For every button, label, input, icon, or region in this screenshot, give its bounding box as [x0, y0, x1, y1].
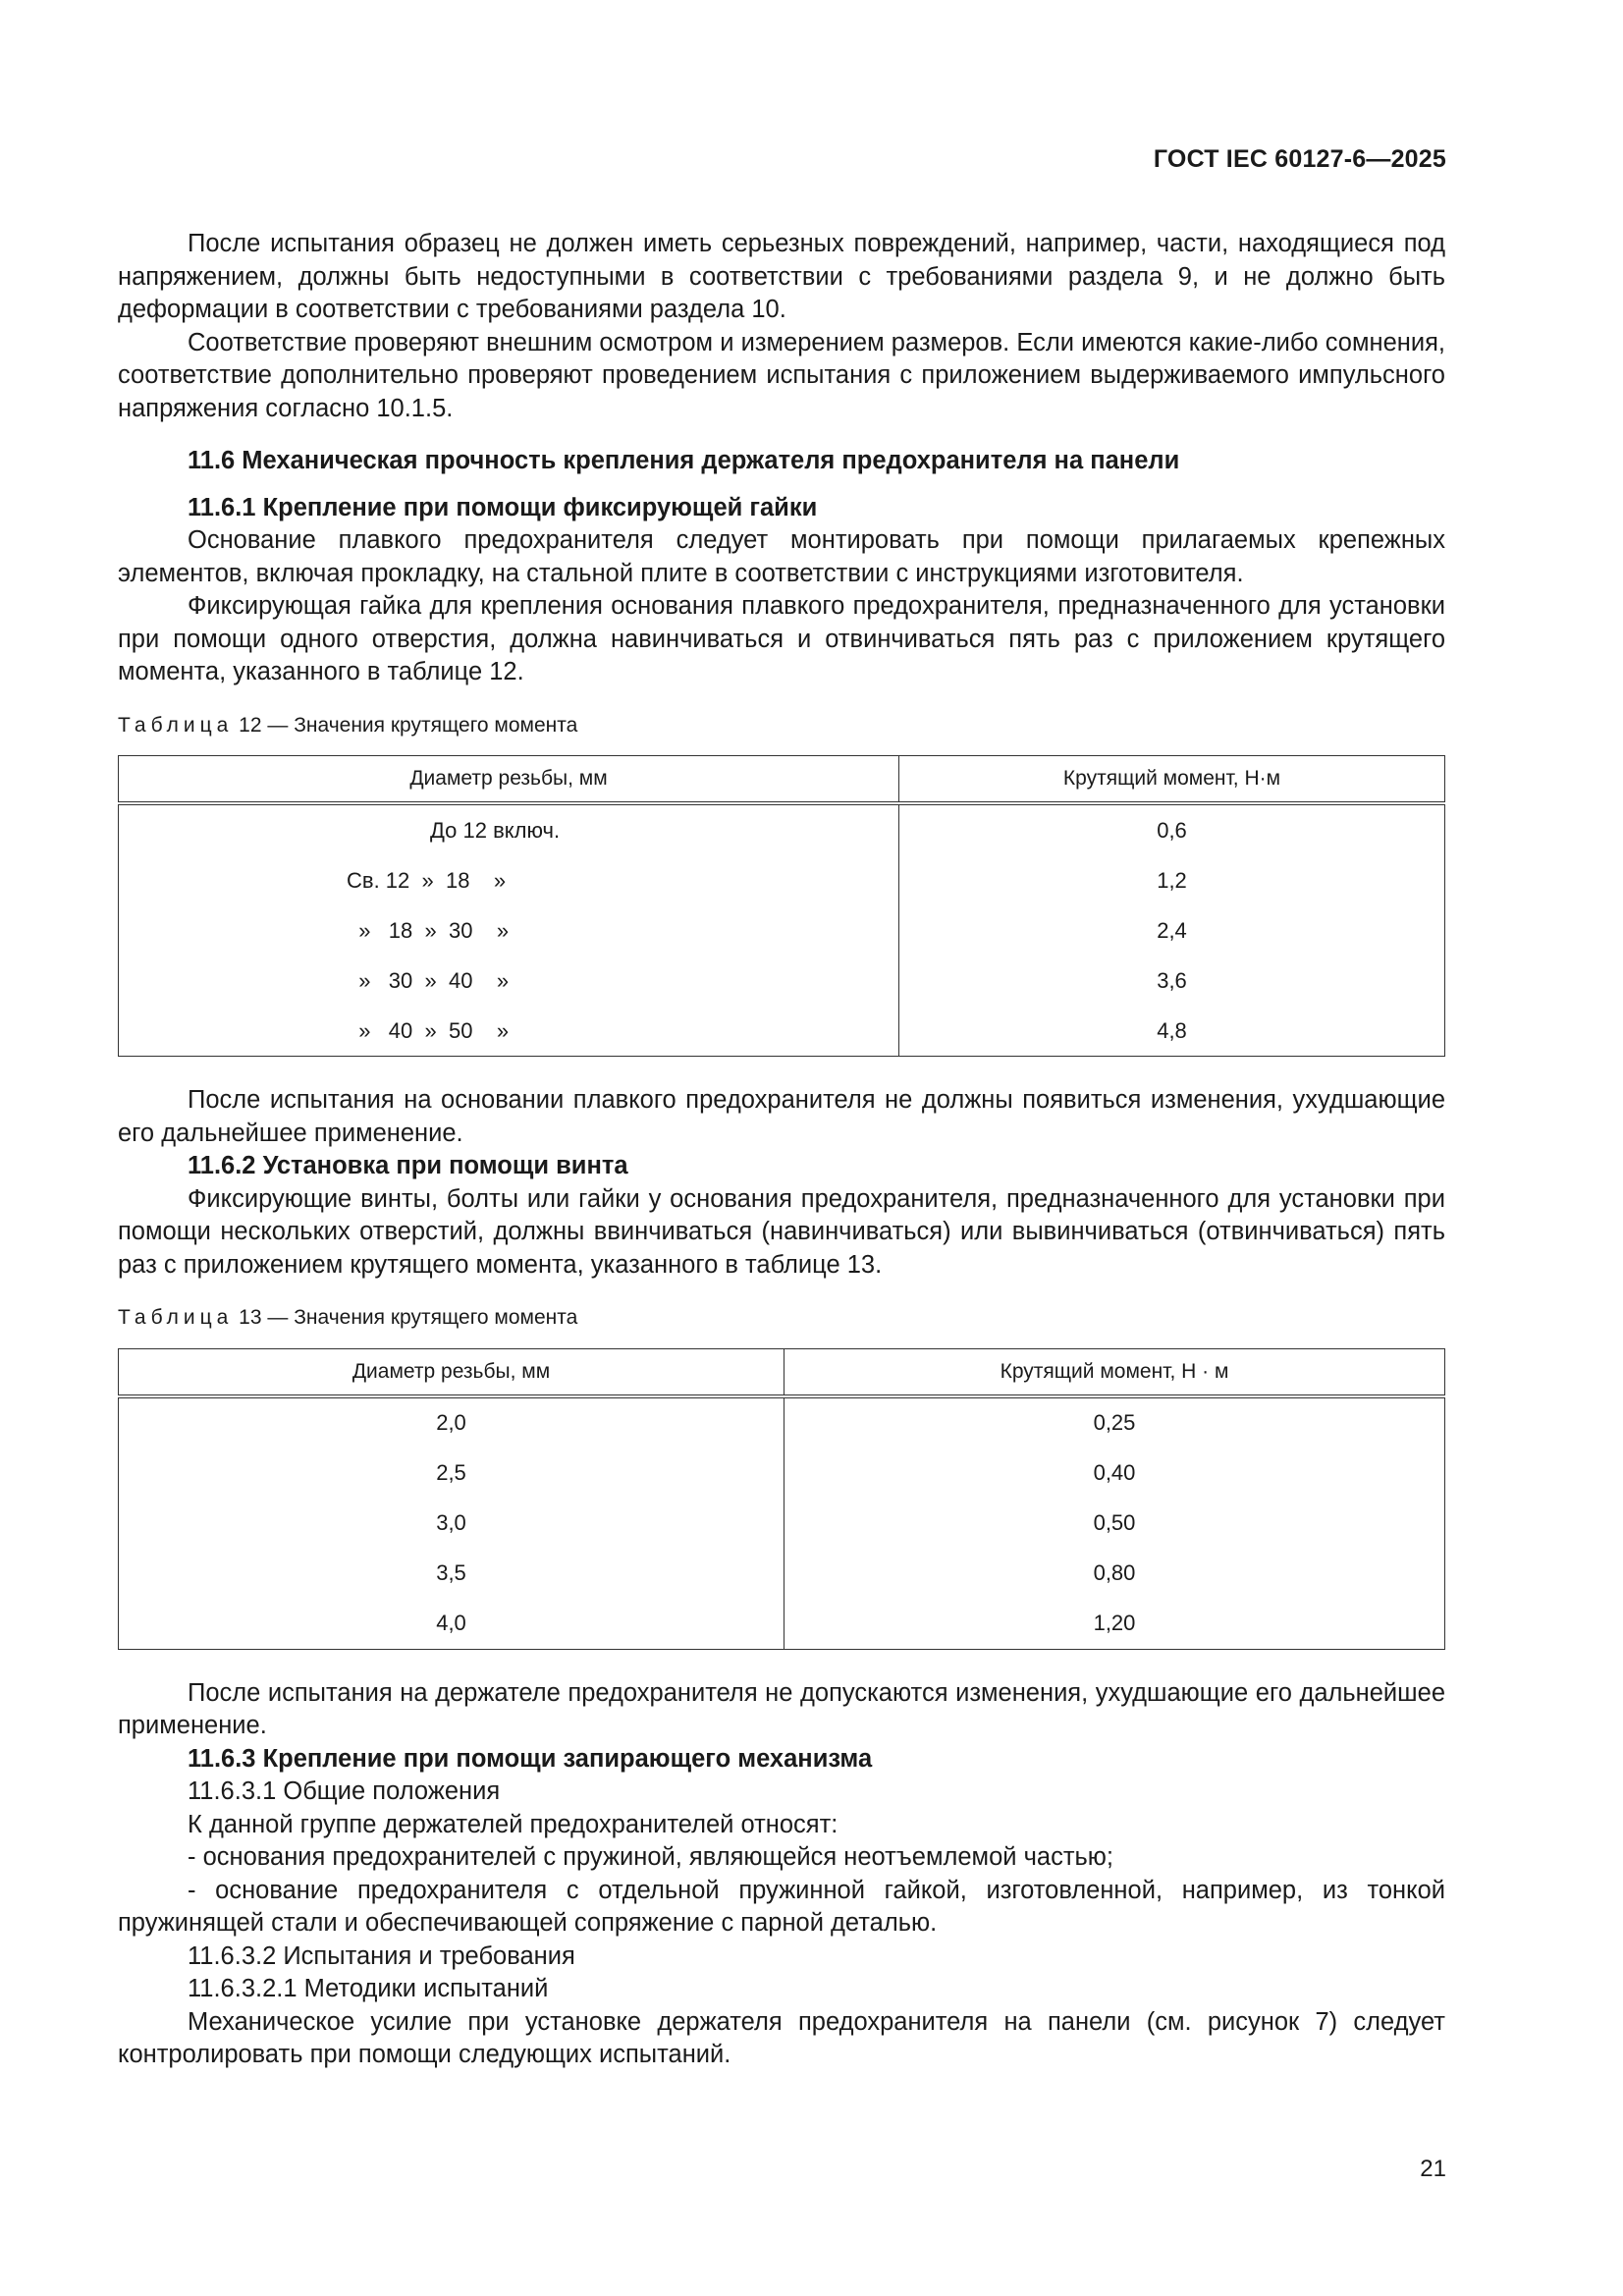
table-12-caption: [118, 709, 1445, 742]
table-header-cell: Диаметр резьбы, мм: [119, 756, 899, 804]
table-cell: » 30 » 40 »: [119, 956, 899, 1006]
table-cell: 0,80: [784, 1549, 1445, 1599]
paragraph: Основание плавкого предохранителя следует монтировать при помощи прилагаемых крепежных элементов, включая прокладку, на стальной плите в соответствии с инструкциями изготовителя.: [118, 526, 1445, 587]
table-row: [119, 1396, 1445, 1449]
table-row: [119, 855, 1445, 905]
paragraph: К данной группе держателей предохранителей относят:: [188, 1810, 839, 1838]
table-row: [119, 1449, 1445, 1499]
table-header-cell: Крутящий момент, Н · м: [784, 1348, 1445, 1396]
table-cell: 2,5: [119, 1449, 784, 1499]
document-id-header: ГОСТ IEC 60127-6—2025: [1153, 145, 1446, 173]
table-13: [118, 1348, 1445, 1650]
table-cell: 1,20: [784, 1599, 1445, 1650]
table-cell: 4,8: [899, 1006, 1445, 1057]
table-cell: Св. 12 » 18 »: [119, 855, 899, 905]
table-cell: 2,4: [899, 905, 1445, 956]
table-row: [119, 1499, 1445, 1549]
table-row: [119, 1599, 1445, 1650]
table-cell: 3,5: [119, 1549, 784, 1599]
list-item: - основания предохранителей с пружиной, являющейся неотъемлемой частью;: [188, 1843, 1113, 1871]
list-item: - основание предохранителя с отдельной пружинной гайкой, изготовленной, например, из тонкой пружинящей стали и обеспечивающей сопряжение с парной деталью.: [118, 1876, 1445, 1937]
table-caption-text: 12 — Значения крутящего момента: [233, 713, 578, 737]
table-row: [119, 956, 1445, 1006]
paragraph: Соответствие проверяют внешним осмотром и измерением размеров. Если имеются какие-либо сомнения, соответствие дополнительно проверяют проведением испытания с приложением выдерживаемого импульсного напряжения согласно 10.1.5.: [118, 328, 1445, 422]
table-cell: 4,0: [119, 1599, 784, 1650]
table-caption-word: Таблица: [118, 713, 234, 737]
table-cell: » 18 » 30 »: [119, 905, 899, 956]
table-header-cell: Крутящий момент, Н·м: [899, 756, 1445, 804]
paragraph: После испытания образец не должен иметь серьезных повреждений, например, части, находящиеся под напряжением, должны быть недоступными в соответствии с требованиями раздела 9, и не должно быть деформации в соответствии с требованиями раздела 10.: [118, 230, 1445, 323]
subsection-heading-11-6-3-1: 11.6.3.1 Общие положения: [188, 1777, 501, 1805]
table-caption-word: Таблица: [118, 1306, 234, 1329]
page-number: 21: [1420, 2156, 1446, 2182]
table-cell: » 40 » 50 »: [119, 1006, 899, 1057]
paragraph: Фиксирующая гайка для крепления основания плавкого предохранителя, предназначенного для установки при помощи одного отверстия, должна навинчиваться и отвинчиваться пять раз с приложением крутящего момента, указанного в таблице 12.: [118, 592, 1445, 685]
paragraph: После испытания на держателе предохранителя не допускаются изменения, ухудшающие его дальнейшее применение.: [118, 1678, 1445, 1739]
table-12: [118, 755, 1445, 1057]
table-header-cell: Диаметр резьбы, мм: [119, 1348, 784, 1396]
table-row: [119, 1549, 1445, 1599]
table-row: [119, 803, 1445, 855]
subsection-heading-11-6-3-2: 11.6.3.2 Испытания и требования: [188, 1941, 575, 1970]
table-13-caption: [118, 1301, 1445, 1335]
paragraph: Фиксирующие винты, болты или гайки у основания предохранителя, предназначенного для установки при помощи нескольких отверстий, должны ввинчиваться (навинчиваться) или вывинчиваться (отвинчиваться) пять раз с приложением крутящего момента, указанного в таблице 13.: [118, 1184, 1445, 1279]
table-cell: До 12 включ.: [119, 803, 899, 855]
table-cell: 3,0: [119, 1499, 784, 1549]
table-cell: 0,25: [784, 1396, 1445, 1449]
section-heading-11-6-2: 11.6.2 Установка при помощи винта: [188, 1152, 628, 1179]
table-row: [119, 1006, 1445, 1057]
section-heading-11-6-3: 11.6.3 Крепление при помощи запирающего механизма: [188, 1744, 873, 1773]
table-cell: 3,6: [899, 956, 1445, 1006]
table-cell: 2,0: [119, 1396, 784, 1449]
table-cell: 0,50: [784, 1499, 1445, 1549]
paragraph: Механическое усилие при установке держателя предохранителя на панели (см. рисунок 7) следует контролировать при помощи следующих испытаний.: [118, 2007, 1445, 2068]
section-heading-11-6: 11.6 Механическая прочность крепления держателя предохранителя на панели: [188, 447, 1180, 474]
table-cell: 0,6: [899, 803, 1445, 855]
table-cell: 0,40: [784, 1449, 1445, 1499]
table-row: [119, 905, 1445, 956]
subsection-heading-11-6-3-2-1: 11.6.3.2.1 Методики испытаний: [188, 1975, 549, 2002]
paragraph: После испытания на основании плавкого предохранителя не должны появиться изменения, ухудшающие его дальнейшее применение.: [118, 1086, 1445, 1147]
section-heading-11-6-1: 11.6.1 Крепление при помощи фиксирующей гайки: [188, 493, 818, 521]
table-cell: 1,2: [899, 855, 1445, 905]
table-caption-text: 13 — Значения крутящего момента: [233, 1306, 578, 1329]
main-text: [118, 228, 1445, 2072]
